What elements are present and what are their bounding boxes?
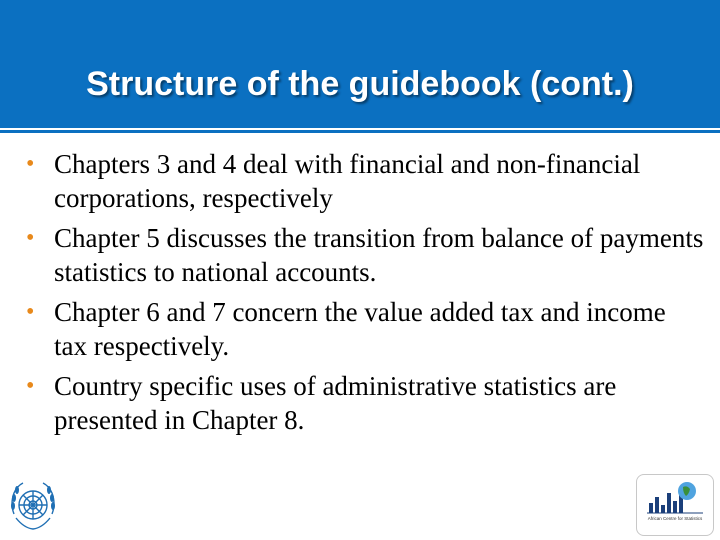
bullet-text: Chapter 5 discusses the transition from balance of payments statistics to national accounts.	[54, 223, 704, 287]
slide-title: Structure of the guidebook (cont.)	[86, 65, 634, 103]
bullet-text: Country specific uses of administrative statistics are presented in Chapter 8.	[54, 371, 617, 435]
bullet-marker: •	[26, 151, 35, 177]
bullet-item-2	[24, 221, 704, 289]
bullet-item-3	[24, 295, 704, 363]
logo-caption: African Centre for Statistics	[647, 516, 703, 521]
bullet-text: Chapter 6 and 7 concern the value added tax and income tax respectively.	[54, 297, 666, 361]
bullet-item-1	[24, 147, 704, 215]
title-bar	[0, 0, 720, 130]
bullet-marker: •	[26, 299, 35, 325]
bullet-marker: •	[26, 225, 35, 251]
bullet-marker: •	[26, 373, 35, 399]
un-emblem-icon	[4, 476, 62, 534]
bullet-text: Chapters 3 and 4 deal with financial and non-financial corporations, respectively	[54, 149, 641, 213]
bullet-list	[24, 147, 704, 443]
african-centre-for-statistics-logo	[636, 474, 714, 536]
bullet-item-4	[24, 369, 704, 437]
